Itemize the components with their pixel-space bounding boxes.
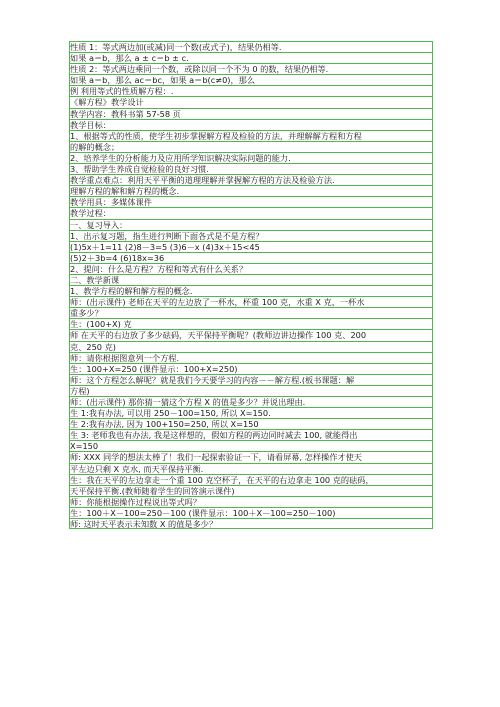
text-line: X=150 (70, 440, 432, 451)
text-line: 重多少？ (70, 307, 432, 318)
text-line: 理解方程的解和解方程的概念. (70, 185, 432, 196)
text-line: 师：(出示课件) 老师在天平的左边放了一杯水，杯重 100 克，水重 X 克，一杯水 (70, 296, 432, 307)
text-line: 《解方程》教学设计 (70, 96, 432, 107)
text-line: 1、根据等式的性质，使学生初步掌握解方程及检验的方法，并理解解方程和方程 (70, 130, 432, 141)
text-line: 一、复习导入： (70, 219, 432, 230)
text-line: 生 1:我有办法, 可以用 250－100=150, 所以 X=150. (70, 407, 432, 418)
text-line: 师：你能根据操作过程说出等式吗？ (70, 496, 432, 507)
text-line: 教学用具：多媒体课件 (70, 196, 432, 207)
text-line: 平左边只剩 X 克水, 而天平保持平衡. (70, 463, 432, 474)
text-line: 2、提问：什么是方程？方程和等式有什么关系？ (70, 263, 432, 274)
text-line: 生：100+X=250 (课件显示：100+X=250) (70, 363, 432, 374)
text-line: 3、帮助学生养成自觉检验的良好习惯. (70, 163, 432, 174)
text-line: 克、250 克) (70, 341, 432, 352)
text-line: 二、教学新课 (70, 274, 432, 285)
text-line: 1、出示复习题，指生进行判断下面各式是不是方程？ (70, 230, 432, 241)
text-line: 教学重点难点：利用天平平衡的道理理解并掌握解方程的方法及检验方法. (70, 174, 432, 185)
text-line: 生 2:我有办法, 因为 100+150=250, 所以 X=150 (70, 418, 432, 429)
text-line: 如果 a＝b，那么 a ± c＝b ± c. (70, 52, 432, 63)
text-line: 教学目标： (70, 119, 432, 130)
text-line: 天平保持平衡.(教师随着学生的回答演示课件) (70, 485, 432, 496)
text-line: 师: XXX 同学的想法太棒了！我们一起探索验证一下，请看屏幕, 怎样操作才使天 (70, 451, 432, 462)
text-line: 生：100＋X－100=250－100 (课件显示：100＋X－100=250－100) (70, 507, 432, 518)
text-line: (5)2＋3b=4 (6)18x=36 (70, 252, 432, 263)
text-line: 例 利用等式的性质解方程：. (70, 85, 432, 96)
text-line: 的解的概念； (70, 141, 432, 152)
text-line: 生：我在天平的左边拿走一个重 100 克空杯子，在天平的右边拿走 100 克的砝码， (70, 474, 432, 485)
grid-line-right (432, 41, 433, 529)
text-line: 师 在天平的右边放了多少砝码，天平保持平衡呢？(教师边讲边操作 100 克、200 (70, 329, 432, 340)
document-body (70, 41, 432, 529)
text-line: 师: 这时天平表示未知数 X 的值是多少？ (70, 518, 432, 529)
text-line: 生 3: 老师我也有办法, 我是这样想的，假如方程的两边同时减去 100, 就能得出 (70, 429, 432, 440)
text-line: 如果 a＝b，那么 ac＝bc，如果 a＝b(c≠0)，那么 (70, 74, 432, 85)
text-line: 2、培养学生的分析能力及应用所学知识解决实际问题的能力. (70, 152, 432, 163)
text-line: 教学过程： (70, 207, 432, 218)
text-line: 教学内容：教科书第 57-58 页 (70, 108, 432, 119)
text-line: 方程) (70, 385, 432, 396)
text-line: 1、教学方程的解和解方程的概念. (70, 285, 432, 296)
text-line: 性质 2：等式两边乘同一个数，或除以同一个不为 0 的数，结果仍相等. (70, 63, 432, 74)
text-line: 师：这个方程怎么解呢？就是我们今天要学习的内容－－解方程.(板书课题：解 (70, 374, 432, 385)
text-line: 师：(出示课件) 那你猜一猜这个方程 X 的值是多少？并说出理由. (70, 396, 432, 407)
text-line: 性质 1：等式两边加(或减)同一个数(或式子)，结果仍相等. (70, 41, 432, 52)
text-line: 生：(100+X) 克 (70, 318, 432, 329)
text-line: (1)5x＋1=11 (2)8－3=5 (3)6－x (4)3x＋15<45 (70, 241, 432, 252)
text-line: 师：请你根据图意列一个方程. (70, 352, 432, 363)
